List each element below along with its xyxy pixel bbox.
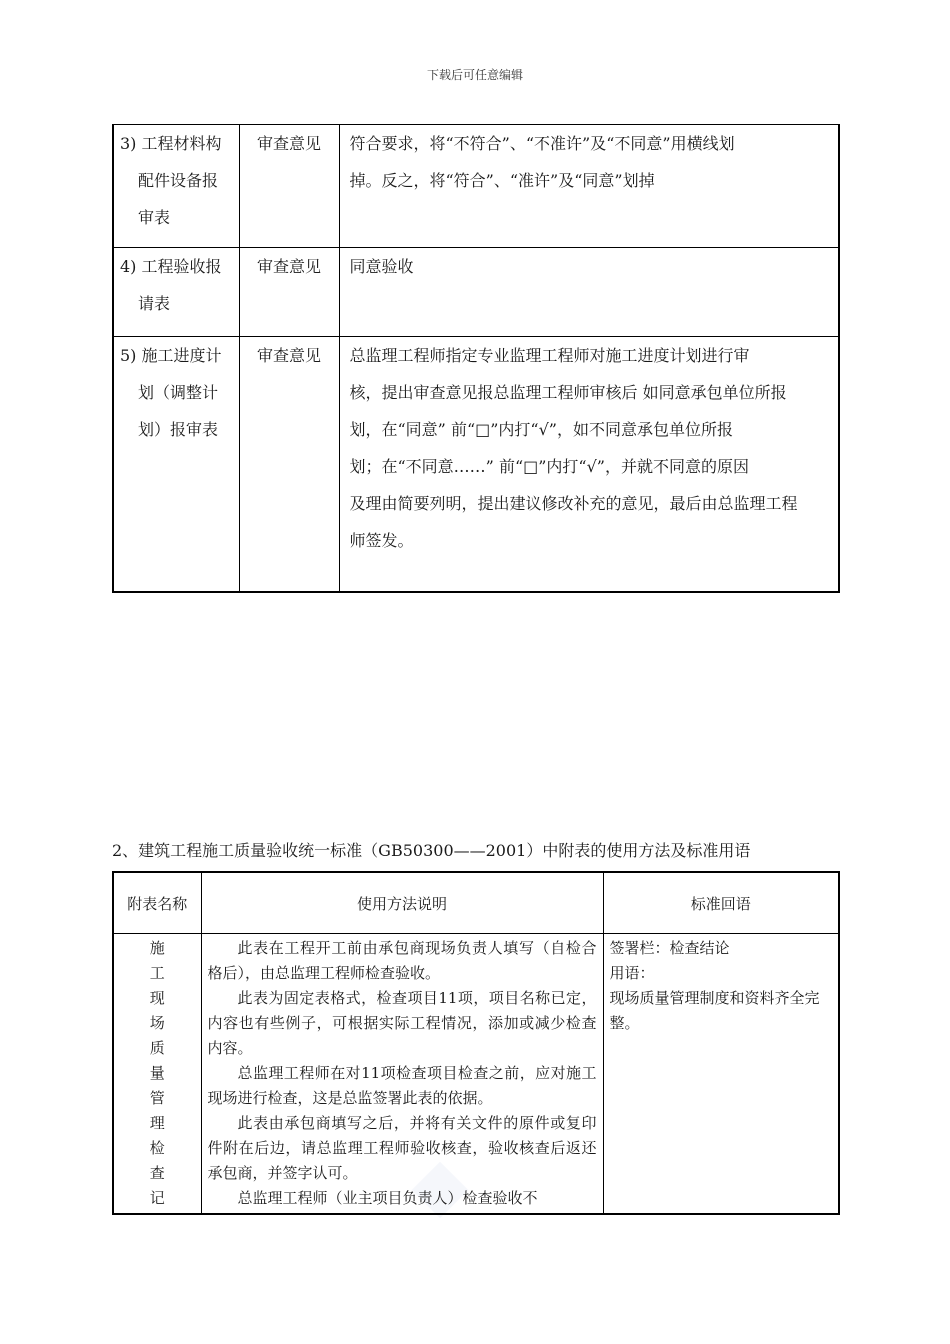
standard-line: 现场质量管理制度和资料齐全完整。: [609, 989, 820, 1032]
desc-line: 划，在“同意” 前“□”内打“√”，如不同意承包单位所报: [349, 420, 733, 439]
opinion-type-cell: 审查意见: [239, 337, 339, 593]
opinion-desc-cell: [339, 125, 839, 248]
desc-line: 掉。反之，将“符合”、“准许”及“同意”划掉: [349, 171, 655, 190]
name-char: 记: [149, 1189, 165, 1207]
opinion-desc-cell: [339, 248, 839, 337]
form-name-line: 5) 施工进度计: [120, 346, 222, 365]
table-row: [113, 125, 839, 248]
opinion-type-cell: 审查意见: [239, 248, 339, 337]
table-row: [113, 337, 839, 593]
form-name-line: 请表: [138, 294, 171, 313]
table-row: [113, 934, 839, 1215]
form-name-cell: [113, 125, 239, 248]
form-name-line: 审表: [138, 208, 171, 227]
review-opinion-table: [112, 124, 840, 593]
desc-line: 同意验收: [349, 257, 414, 276]
desc-line: 符合要求，将“不符合”、“不准许”及“不同意”用横线划: [349, 134, 735, 153]
form-name-line: 3) 工程材料构: [120, 134, 222, 153]
form-name-line: 4) 工程验收报: [120, 257, 222, 276]
usage-paragraph: 此表由承包商填写之后，并将有关文件的原件或复印件附在后边，请总监理工程师验收核查，验收核查后返还承包商，并签字认可。: [207, 1114, 597, 1182]
name-char: 检: [149, 1139, 165, 1157]
usage-paragraph: 总监理工程师（业主项目负责人）检查验收不: [237, 1189, 538, 1207]
name-char: 量: [149, 1064, 165, 1082]
form-name-cell: [113, 337, 239, 593]
page-header: 下载后可任意编辑: [426, 68, 523, 82]
usage-paragraph: 此表为固定表格式，检查项目11项，项目名称已定，内容也有些例子，可根据实际工程情况，添加或减少检查内容。: [207, 989, 597, 1057]
table-row: [113, 248, 839, 337]
appendix-name-cell: [113, 934, 201, 1215]
name-char: 质: [149, 1039, 165, 1057]
name-char: 工: [149, 964, 165, 982]
form-name-cell: [113, 248, 239, 337]
name-char: 施: [149, 939, 165, 957]
form-name-line: 配件设备报: [138, 171, 219, 190]
appendix-usage-table: [112, 871, 840, 1215]
desc-line: 划；在“不同意……” 前“□”内打“√”，并就不同意的原因: [349, 457, 749, 476]
column-header: 标准回语: [603, 872, 839, 934]
standard-line: 签署栏：检查结论: [609, 939, 730, 957]
usage-description-cell: [201, 934, 603, 1215]
column-header: 使用方法说明: [201, 872, 603, 934]
name-char: 现: [149, 989, 165, 1007]
standard-line: 用语：: [609, 964, 655, 982]
desc-line: 总监理工程师指定专业监理工程师对施工进度计划进行审: [349, 346, 750, 365]
section-title: 2、建筑工程施工质量验收统一标准（GB50300——2001）中附表的使用方法及标准用语: [112, 841, 751, 860]
name-char: 查: [149, 1164, 165, 1182]
usage-paragraph: 此表在工程开工前由承包商现场负责人填写（自检合格后），由总监理工程师检查验收。: [207, 939, 597, 982]
opinion-type-cell: 审查意见: [239, 125, 339, 248]
desc-line: 核，提出审查意见报总监理工程师审核后 如同意承包单位所报: [349, 383, 787, 402]
table-header-row: [113, 872, 839, 934]
standard-phrase-cell: [603, 934, 839, 1215]
form-name-line: 划（调整计: [138, 383, 219, 402]
name-char: 理: [149, 1114, 165, 1132]
name-char: 场: [149, 1014, 165, 1032]
column-header: 附表名称: [113, 872, 201, 934]
desc-line: 师签发。: [349, 531, 414, 550]
opinion-desc-cell: [339, 337, 839, 593]
form-name-line: 划）报审表: [138, 420, 219, 439]
name-char: 管: [149, 1089, 165, 1107]
desc-line: 及理由简要列明，提出建议修改补充的意见，最后由总监理工程: [349, 494, 798, 513]
usage-paragraph: 总监理工程师在对11项检查项目检查之前，应对施工现场进行检查，这是总监签署此表的依据。: [207, 1064, 597, 1107]
